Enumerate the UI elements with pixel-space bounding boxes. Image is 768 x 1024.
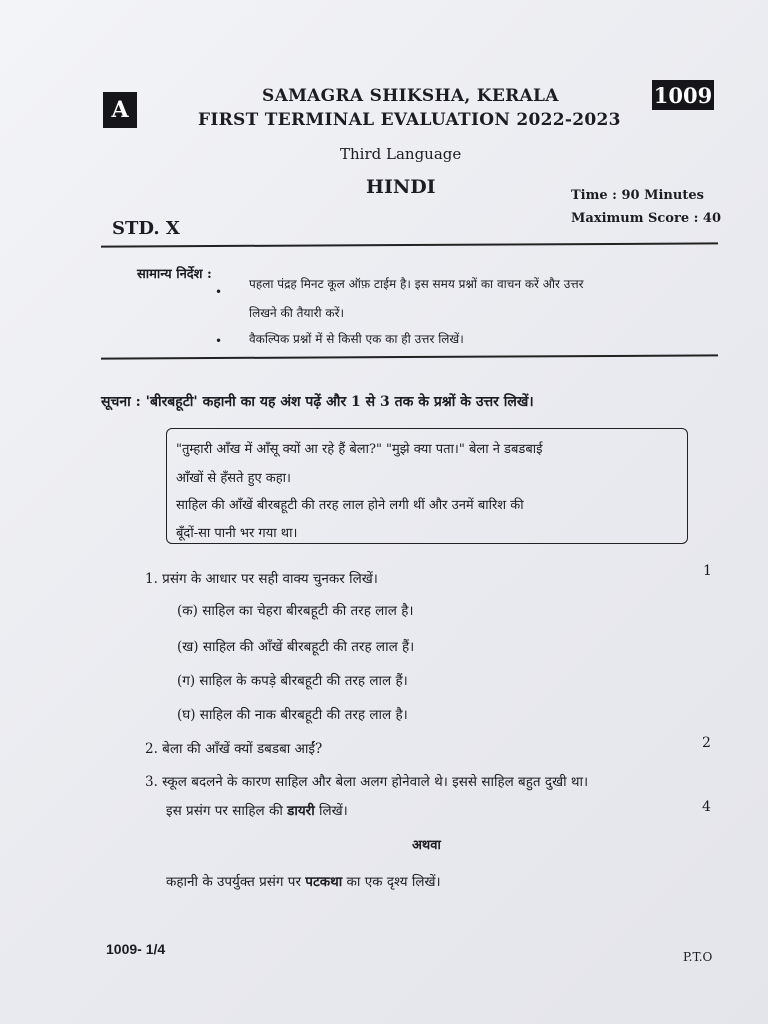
notice-text: सूचना : 'बीरबहूटी' कहानी का यह अंश पढ़ें और 1 से 3 तक के प्रश्नों के उत्तर लिखें। (101, 394, 534, 410)
max-score-label: Maximum Score : 40 (571, 211, 722, 226)
question-3-line-2 (166, 801, 348, 819)
pto-label: P.T.O (683, 950, 713, 964)
passage-line: साहिल की आँखें बीरबहूटी की तरह लाल होने लगी थीं और उनमें बारिश की (176, 498, 524, 513)
question-3-alt-prefix: कहानी के उपर्युक्त प्रसंग पर (166, 874, 306, 890)
bullet-icon: • (215, 285, 223, 299)
question-1: 1. प्रसंग के आधार पर सही वाक्य चुनकर लिखें। (145, 571, 378, 587)
question-1-option-a: (क) साहिल का चेहरा बीरबहूटी की तरह लाल है। (177, 603, 414, 619)
paper-code: 1009 (652, 80, 714, 110)
instructions-divider (101, 354, 718, 359)
general-instructions-title: सामान्य निर्देश : (137, 267, 212, 282)
question-3-screenplay-keyword: पटकथा (305, 874, 343, 890)
series-label: A (103, 92, 137, 128)
passage-line: आँखों से हँसते हुए कहा। (176, 471, 291, 486)
language-label: Third Language (340, 145, 462, 163)
exam-title: FIRST TERMINAL EVALUATION 2022-2023 (198, 110, 621, 130)
question-3-line-2-suffix: लिखें। (314, 803, 348, 819)
passage-line: बूँदों-सा पानी भर गया था। (176, 526, 298, 541)
header-divider (101, 242, 718, 247)
question-3-line-2-prefix: इस प्रसंग पर साहिल की (166, 803, 288, 819)
question-3-alternative (166, 872, 441, 890)
question-2-marks: 2 (702, 735, 711, 751)
or-label: अथवा (412, 838, 441, 853)
time-label: Time : 90 Minutes (571, 188, 704, 203)
question-3-marks: 4 (702, 799, 711, 815)
standard-label: STD. X (112, 218, 180, 239)
question-3-alt-suffix: का एक दृश्य लिखें। (342, 874, 441, 890)
question-1-marks: 1 (703, 563, 712, 579)
page-code: 1009- 1/4 (106, 941, 166, 957)
instruction-1-line-1: पहला पंद्रह मिनट कूल ऑफ़ टाईम है। इस समय प्रश्नों का वाचन करें और उत्तर (249, 277, 584, 291)
question-3-line-1: 3. स्कूल बदलने के कारण साहिल और बेला अलग होनेवाले थे। इससे साहिल बहुत दुखी था। (145, 774, 589, 790)
organization-title: SAMAGRA SHIKSHA, KERALA (262, 86, 559, 106)
question-2: 2. बेला की आँखें क्यों डबडबा आईं? (145, 741, 323, 757)
passage-line: "तुम्हारी आँख में आँसू क्यों आ रहे हैं बेला?" "मुझे क्या पता।" बेला ने डबडबाई (176, 442, 543, 457)
subject-title: HINDI (366, 176, 436, 198)
question-1-option-b: (ख) साहिल की आँखें बीरबहूटी की तरह लाल हैं। (177, 639, 415, 655)
question-1-option-d: (घ) साहिल की नाक बीरबहूटी की तरह लाल है। (177, 707, 408, 723)
instruction-1-line-2: लिखने की तैयारी करें। (249, 306, 345, 320)
question-3-diary-keyword: डायरी (287, 803, 315, 819)
bullet-icon: • (215, 334, 223, 348)
instruction-2: वैकल्पिक प्रश्नों में से किसी एक का ही उत्तर लिखें। (249, 332, 464, 346)
question-1-option-c: (ग) साहिल के कपड़े बीरबहूटी की तरह लाल हैं। (177, 673, 408, 689)
